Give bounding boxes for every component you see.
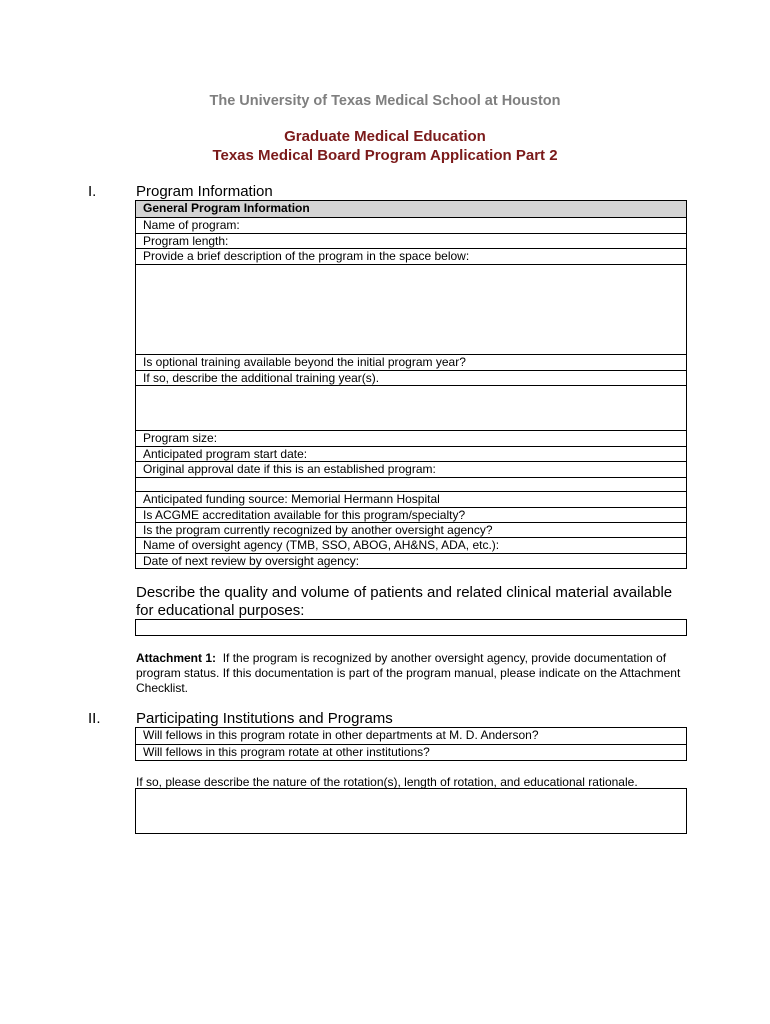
section-1-title: Program Information [136, 183, 273, 200]
rotation-description-prompt: If so, please describe the nature of the rotation(s), length of rotation, and educational rationale. [136, 775, 638, 789]
next-review-date-field[interactable]: Date of next review by oversight agency: [136, 553, 686, 568]
attachment-1-text: If the program is recognized by another oversight agency, provide documentation of program status. If this documentation is part of the program manual, please indicate on the Attachment Checklist. [136, 651, 681, 695]
funding-source-field[interactable]: Anticipated funding source: Memorial Hermann Hospital [136, 491, 686, 507]
original-approval-date-field[interactable]: Original approval date if this is an established program: [136, 461, 686, 477]
approval-date-input-area[interactable] [136, 477, 686, 491]
acgme-accreditation-field[interactable]: Is ACGME accreditation available for this program/specialty? [136, 507, 686, 522]
quality-volume-input[interactable] [135, 619, 687, 636]
program-length-field[interactable]: Program length: [136, 233, 686, 248]
oversight-agency-name-field[interactable]: Name of oversight agency (TMB, SSO, ABOG, AH&NS, ADA, etc.): [136, 537, 686, 553]
general-program-information-table [135, 200, 687, 569]
attachment-1-note [136, 651, 686, 696]
rotation-description-input[interactable] [135, 788, 687, 834]
quality-volume-prompt: Describe the quality and volume of patients and related clinical material available for educational purposes: [136, 584, 673, 619]
attachment-1-label: Attachment 1: [136, 651, 217, 665]
department-title: Graduate Medical Education [284, 128, 486, 145]
name-of-program-field[interactable]: Name of program: [136, 217, 686, 233]
oversight-recognition-field[interactable]: Is the program currently recognized by another oversight agency? [136, 522, 686, 537]
program-start-date-field[interactable]: Anticipated program start date: [136, 446, 686, 461]
description-input-area[interactable] [136, 264, 686, 354]
university-name: The University of Texas Medical School at Houston [209, 93, 561, 109]
table-header: General Program Information [136, 201, 686, 217]
rotate-other-institutions-field[interactable]: Will fellows in this program rotate at other institutions? [136, 744, 686, 760]
additional-training-label: If so, describe the additional training year(s). [136, 370, 686, 385]
additional-training-input-area[interactable] [136, 385, 686, 430]
form-title: Texas Medical Board Program Application Part 2 [212, 147, 558, 164]
rotate-md-anderson-field[interactable]: Will fellows in this program rotate in other departments at M. D. Anderson? [143, 728, 539, 742]
section-2-title: Participating Institutions and Programs [136, 710, 393, 727]
description-label: Provide a brief description of the program in the space below: [136, 248, 686, 264]
participating-institutions-table [135, 727, 687, 761]
optional-training-field[interactable]: Is optional training available beyond the initial program year? [136, 354, 686, 370]
program-size-field[interactable]: Program size: [136, 430, 686, 446]
section-2-number: II. [88, 710, 101, 727]
section-1-number: I. [88, 183, 97, 200]
